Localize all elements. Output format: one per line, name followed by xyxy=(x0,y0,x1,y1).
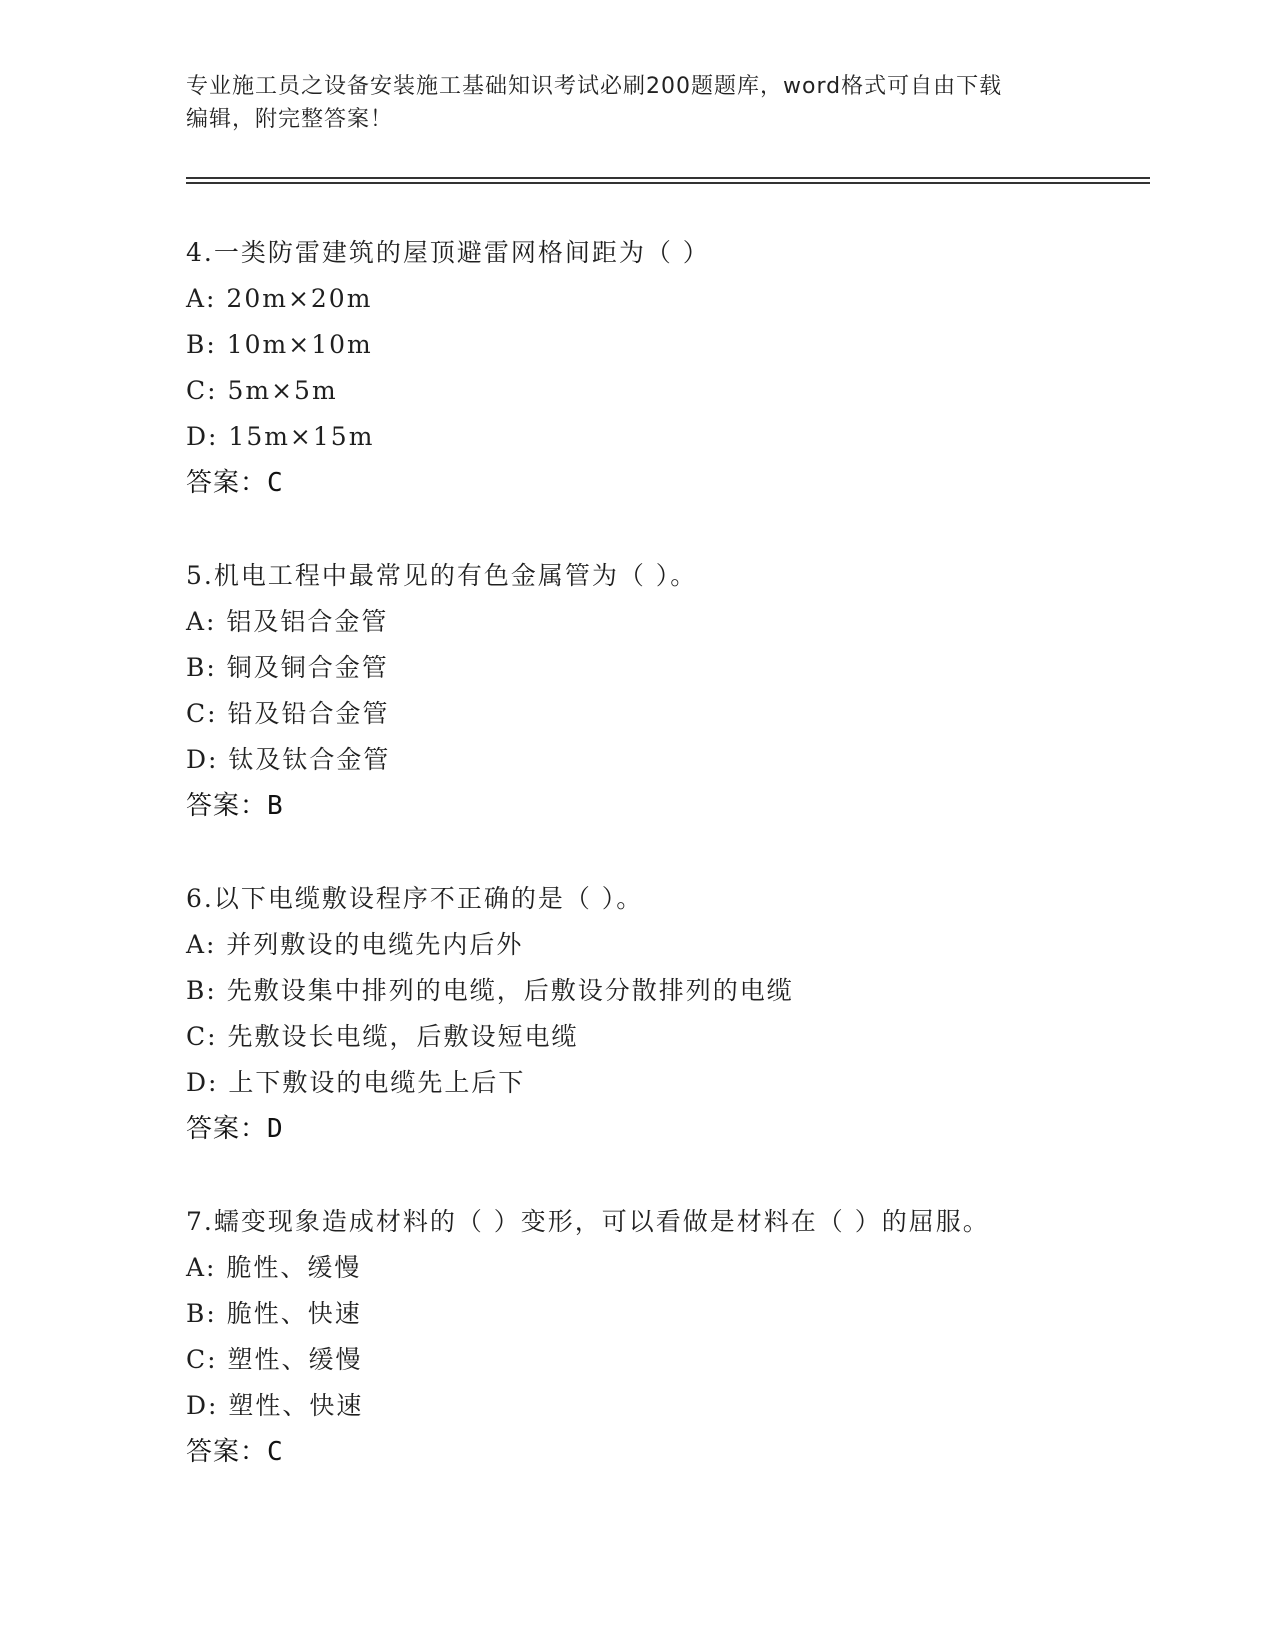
answer-line xyxy=(186,1429,1186,1475)
answer-label: 答案： xyxy=(186,1437,268,1467)
question-stem: 5.机电工程中最常见的有色金属管为（ ）。 xyxy=(186,561,698,590)
header-line-2: 编辑，附完整答案！ xyxy=(186,107,394,132)
answer-line xyxy=(186,460,1186,506)
option-d: D: 钛及钛合金管 xyxy=(186,745,391,774)
answer-value: C xyxy=(267,468,283,498)
option-a: A: 脆性、缓慢 xyxy=(186,1253,362,1282)
question-stem: 6.以下电缆敷设程序不正确的是（ ）。 xyxy=(186,884,644,913)
question-5 xyxy=(186,553,1186,829)
option-b: B: 先敷设集中排列的电缆，后敷设分散排列的电缆 xyxy=(186,976,794,1005)
option-b: B: 10m×10m xyxy=(186,330,373,359)
option-c: C: 铅及铅合金管 xyxy=(186,699,390,728)
question-stem: 7.蠕变现象造成材料的（ ）变形，可以看做是材料在（ ）的屈服。 xyxy=(186,1207,990,1236)
option-d: D: 塑性、快速 xyxy=(186,1391,364,1420)
option-c: C: 5m×5m xyxy=(186,376,338,405)
answer-value: C xyxy=(267,1437,283,1467)
header-divider-top xyxy=(186,177,1150,179)
header-line-1: 专业施工员之设备安装施工基础知识考试必刷200题题库，word格式可自由下载 xyxy=(186,74,1003,99)
option-c: C: 塑性、缓慢 xyxy=(186,1345,363,1374)
question-stem: 4.一类防雷建筑的屋顶避雷网格间距为（ ） xyxy=(186,238,710,267)
answer-label: 答案： xyxy=(186,1114,268,1144)
option-a: A: 20m×20m xyxy=(186,284,373,313)
document-header xyxy=(186,70,1056,136)
answer-value: B xyxy=(267,791,283,821)
answer-line xyxy=(186,783,1186,829)
answer-value: D xyxy=(267,1114,283,1144)
option-d: D: 15m×15m xyxy=(186,422,375,451)
header-divider-bottom xyxy=(186,182,1150,184)
question-7 xyxy=(186,1199,1186,1475)
option-a: A: 铝及铝合金管 xyxy=(186,607,389,636)
option-d: D: 上下敷设的电缆先上后下 xyxy=(186,1068,526,1097)
question-4 xyxy=(186,230,1186,506)
option-c: C: 先敷设长电缆，后敷设短电缆 xyxy=(186,1022,579,1051)
option-b: B: 脆性、快速 xyxy=(186,1299,362,1328)
option-a: A: 并列敷设的电缆先内后外 xyxy=(186,930,524,959)
answer-label: 答案： xyxy=(186,791,268,821)
answer-line xyxy=(186,1106,1186,1152)
question-6 xyxy=(186,876,1186,1152)
answer-label: 答案： xyxy=(186,468,268,498)
option-b: B: 铜及铜合金管 xyxy=(186,653,389,682)
